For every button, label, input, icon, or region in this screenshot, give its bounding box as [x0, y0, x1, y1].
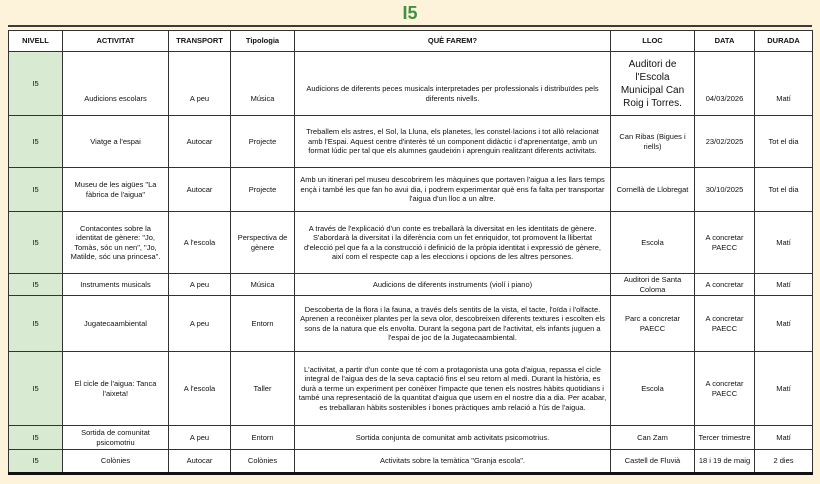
cell-tipologia: Perspectiva de gènere	[231, 212, 295, 274]
cell-transport: A peu	[169, 274, 231, 296]
table-row	[9, 212, 813, 274]
cell-transport: A peu	[169, 426, 231, 450]
cell-data: 04/03/2026	[695, 52, 755, 116]
cell-lloc: Auditori de l'Escola Municipal Can Roig i Torres.	[611, 52, 695, 116]
cell-que-farem: Treballem els astres, el Sol, la Lluna, els planetes, les constel·lacions i tot allò relacionat amb l'Espai. Aquest centre d'interès té un component didàctic i d'aprenentatge, amb un format lúdic per tal que els alumnes gaudeixin i aprenguin realitzant diferents activitats.	[295, 116, 611, 168]
cell-data: Tercer trimestre	[695, 426, 755, 450]
cell-transport: A l'escola	[169, 352, 231, 426]
cell-durada: Matí	[755, 426, 813, 450]
cell-tipologia: Música	[231, 274, 295, 296]
cell-que-farem: Descoberta de la flora i la fauna, a través dels sentits de la vista, el tacte, l'oïda i l'olfacte. Aprenen a reconèixer plantes per la seva olor, descobreixen diferents textures i escolten els sons de la natura que els envolta. Durant la segona part de l'activitat, els infants juguen a l'espai de joc de la Jugatecaambiental.	[295, 296, 611, 352]
cell-activitat: Jugatecaambiental	[63, 296, 169, 352]
cell-tipologia: Colònies	[231, 450, 295, 474]
cell-data: A concretar PAECC	[695, 352, 755, 426]
cell-activitat: Contacontes sobre la identitat de gènere: "Jo, Tomàs, sóc un nen", "Jo, Matilde, sóc una princesa".	[63, 212, 169, 274]
cell-activitat: Instruments musicals	[63, 274, 169, 296]
cell-que-farem: Activitats sobre la temàtica "Granja escola".	[295, 450, 611, 474]
header-row	[9, 31, 813, 52]
cell-que-farem: Audicions de diferents instruments (violí i piano)	[295, 274, 611, 296]
cell-activitat: Viatge a l'espai	[63, 116, 169, 168]
table-row	[9, 296, 813, 352]
cell-nivell: I5	[9, 52, 63, 116]
cell-tipologia: Música	[231, 52, 295, 116]
cell-transport: A l'escola	[169, 212, 231, 274]
cell-que-farem: Sortida conjunta de comunitat amb activitats psicomotrius.	[295, 426, 611, 450]
cell-lloc: Parc a concretar PAECC	[611, 296, 695, 352]
page-header	[8, 2, 812, 27]
cell-activitat: Sortida de comunitat psicomotriu	[63, 426, 169, 450]
table-header	[9, 31, 813, 52]
cell-data: 23/02/2025	[695, 116, 755, 168]
table-row	[9, 168, 813, 212]
cell-lloc: Castell de Fluvià	[611, 450, 695, 474]
column-header-activitat: ACTIVITAT	[63, 31, 169, 52]
cell-activitat: El cicle de l'aigua: Tanca l'aixeta!	[63, 352, 169, 426]
table-row	[9, 274, 813, 296]
cell-lloc: Can Zam	[611, 426, 695, 450]
cell-data: 30/10/2025	[695, 168, 755, 212]
cell-que-farem: A través de l'explicació d'un conte es treballarà la diversitat en les identitats de gènere. S'abordarà la diversitat i la diferència com un fet enriquidor, tot promovent la llibertat d'elecció pel que fa a la construcció i definició de la pròpia identitat i expressió de gènere, així com el respecte cap a les eleccions i opcions de les altres persones.	[295, 212, 611, 274]
cell-que-farem: L'activitat, a partir d'un conte que té com a protagonista una gota d'aigua, repassa el cicle integral de l'aigua des de la seva captació fins el seu retorn al medi. Durant la història, es durà a terme un experiment per conèixer l'impacte que tenen els nostres hàbits quotidians i també una representació de la quantitat d'aigua que usem en el nostre dia a dia. Per acabar, es treballaran hàbits sostenibles i bones pràctiques amb relació a l'ús de l'aigua.	[295, 352, 611, 426]
cell-durada: Matí	[755, 274, 813, 296]
cell-nivell: I5	[9, 426, 63, 450]
cell-transport: Autocar	[169, 116, 231, 168]
cell-lloc: Escola	[611, 212, 695, 274]
cell-tipologia: Entorn	[231, 426, 295, 450]
cell-tipologia: Taller	[231, 352, 295, 426]
cell-data: 18 i 19 de maig	[695, 450, 755, 474]
cell-durada: Matí	[755, 352, 813, 426]
column-header-data: DATA	[695, 31, 755, 52]
cell-activitat: Colònies	[63, 450, 169, 474]
cell-nivell: I5	[9, 212, 63, 274]
cell-activitat: Audicions escolars	[63, 52, 169, 116]
schedule-table	[8, 30, 813, 475]
cell-tipologia: Entorn	[231, 296, 295, 352]
column-header-tipologia: Tipologia	[231, 31, 295, 52]
cell-nivell: I5	[9, 274, 63, 296]
page-title: I5	[402, 3, 418, 23]
cell-durada: Matí	[755, 212, 813, 274]
cell-data: A concretar PAECC	[695, 296, 755, 352]
cell-nivell: I5	[9, 296, 63, 352]
table-row	[9, 116, 813, 168]
table-row	[9, 52, 813, 116]
cell-que-farem: Amb un itinerari pel museu descobrirem les màquines que portaven l'aigua a les llars temps ençà i també les que fan ho avui dia, i podrem experimentar què ens fa falta per transportar l'aigua d'un lloc a un altre.	[295, 168, 611, 212]
column-header-transport: TRANSPORT	[169, 31, 231, 52]
cell-nivell: I5	[9, 450, 63, 474]
cell-transport: A peu	[169, 296, 231, 352]
cell-lloc: Can Ribas (Bigues i riells)	[611, 116, 695, 168]
cell-lloc: Escola	[611, 352, 695, 426]
cell-tipologia: Projecte	[231, 168, 295, 212]
cell-transport: Autocar	[169, 450, 231, 474]
cell-transport: A peu	[169, 52, 231, 116]
column-header-nivell: NIVELL	[9, 31, 63, 52]
cell-nivell: I5	[9, 116, 63, 168]
table-row	[9, 426, 813, 450]
cell-lloc: Cornellà de Llobregat	[611, 168, 695, 212]
table-row	[9, 352, 813, 426]
cell-durada: Matí	[755, 52, 813, 116]
cell-durada: 2 dies	[755, 450, 813, 474]
cell-durada: Tot el dia	[755, 168, 813, 212]
cell-durada: Tot el dia	[755, 116, 813, 168]
cell-durada: Matí	[755, 296, 813, 352]
column-header-durada: DURADA	[755, 31, 813, 52]
table-row	[9, 450, 813, 474]
column-header-lloc: LLOC	[611, 31, 695, 52]
cell-que-farem: Audicions de diferents peces musicals interpretades per professionals i distribuïdes pels diferents nivells.	[295, 52, 611, 116]
cell-data: A concretar PAECC	[695, 212, 755, 274]
cell-tipologia: Projecte	[231, 116, 295, 168]
cell-data: A concretar	[695, 274, 755, 296]
cell-lloc: Auditori de Santa Coloma	[611, 274, 695, 296]
column-header-que-farem: QUÈ FAREM?	[295, 31, 611, 52]
cell-transport: Autocar	[169, 168, 231, 212]
cell-nivell: I5	[9, 168, 63, 212]
table-body	[9, 52, 813, 474]
cell-activitat: Museu de les aigües "La fàbrica de l'aigua"	[63, 168, 169, 212]
cell-nivell: I5	[9, 352, 63, 426]
